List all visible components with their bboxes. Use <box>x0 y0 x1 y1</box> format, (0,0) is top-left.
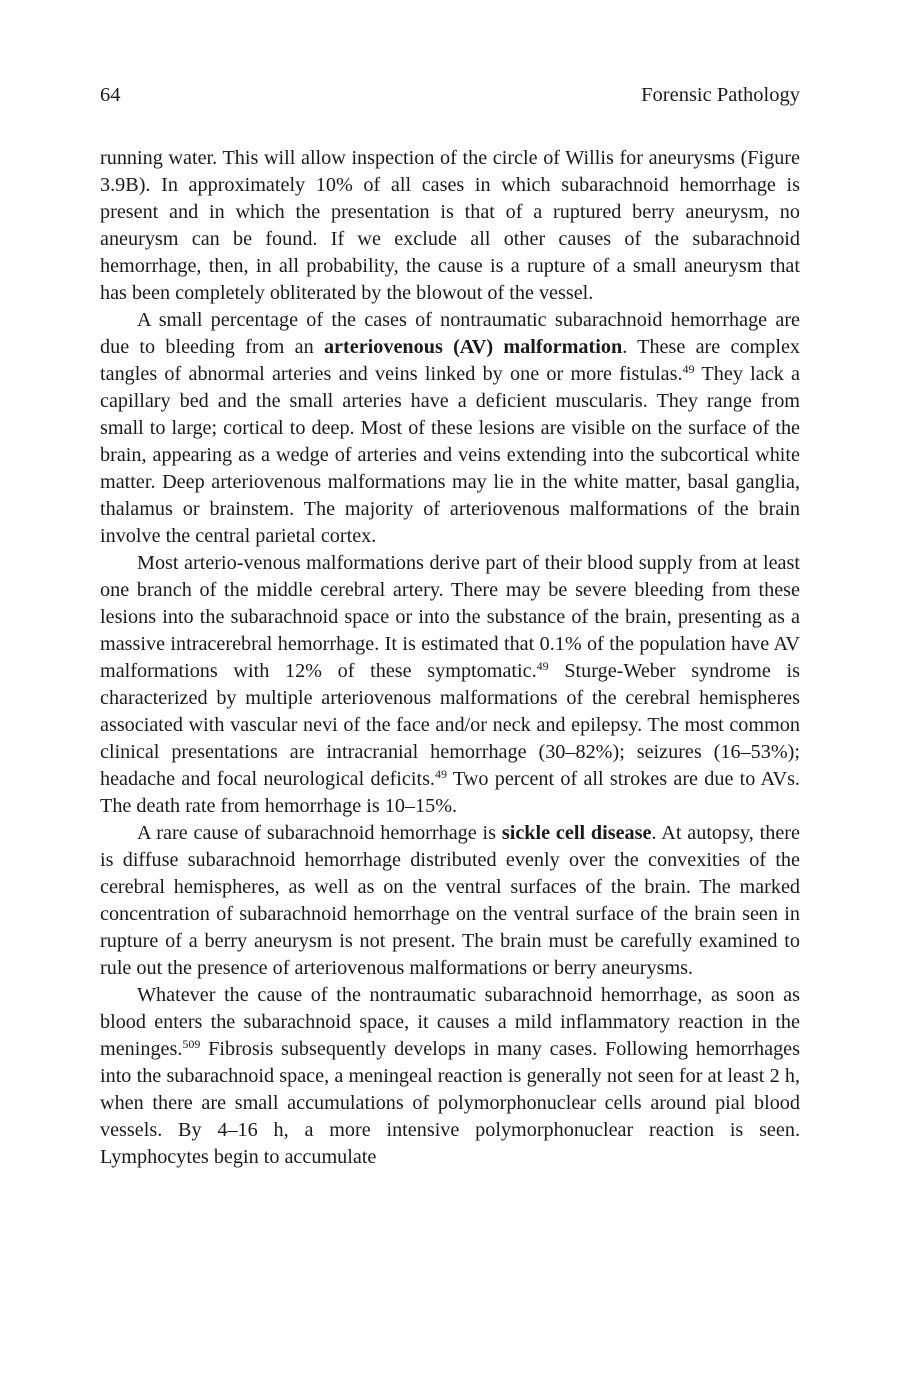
paragraph-sickle-cell: A rare cause of subarachnoid hemorrhage is sickle cell disease. At autopsy, there is diffuse subarachnoid hemorrhage distributed evenly over the convexities of the cerebral hemispheres, as well as on the ventral surfaces of the brain. The marked concentration of subarachnoid hemorrhage on the ventral surface of the brain seen in rupture of a berry aneurysm is not present. The brain must be carefully examined to rule out the presence of arteriovenous malformations or berry aneurysms. <box>100 822 800 979</box>
paragraph-blood-supply: Most arterio-venous malformations derive part of their blood supply from at least one branch of the middle cerebral artery. There may be severe bleeding from these lesions into the subarachnoid space or into the substance of the brain, presenting as a massive intracerebral hemorrhage. It is estimated that 0.1% of the population have AV malformations with 12% of these symptomatic.$^{49}$ Sturge-Weber syndrome is characterized by multiple arteriovenous malformations of the cerebral hemispheres associated with vascular nevi of the face and/or neck and epilepsy. The most common clinical presentations are intracranial hemorrhage (30–82%); seizures (16–53%); headache and focal neurological deficits.$^{49}$ Two percent of all strokes are due to AVs. The death rate from hemorrhage is 10–15%. <box>100 552 800 817</box>
citation-ref: 509 <box>182 1037 201 1051</box>
body-text <box>100 145 800 1171</box>
running-title: Forensic Pathology <box>641 84 800 106</box>
citation-ref: 49 <box>682 362 695 376</box>
paragraph-meningeal-reaction: Whatever the cause of the nontraumatic subarachnoid hemorrhage, as soon as blood enters the subarachnoid space, it causes a mild inflammatory reaction in the meninges.$^{509}$ Fibrosis subsequently develops in many cases. Following hemorrhages into the subarachnoid space, a meningeal reaction is generally not seen for at least 2 h, when there are small accumulations of polymorphonuclear cells around pial blood vessels. By 4–16 h, a more intensive polymorphonuclear reaction is seen. Lymphocytes begin to accumulate <box>100 984 800 1168</box>
page-number: 64 <box>100 84 121 106</box>
citation-ref: 49 <box>434 767 447 781</box>
term-sickle-cell-disease: sickle cell disease <box>501 822 652 844</box>
term-arteriovenous-malformation: arteriovenous (AV) malformation <box>323 336 623 358</box>
paragraph-av-malformation: A small percentage of the cases of nontraumatic subarachnoid hemorrhage are due to bleeding from an arteriovenous (AV) malformation. These are complex tangles of abnormal arteries and veins linked by one or more fistulas.$^{49}$ They lack a capillary bed and the small arteries have a deficient muscularis. They range from small to large; cortical to deep. Most of these lesions are visible on the surface of the brain, appearing as a wedge of arteries and veins extending into the subcortical white matter. Deep arteriovenous malformations may lie in the white matter, basal ganglia, thalamus or brainstem. The majority of arteriovenous malformations of the brain involve the central parietal cortex. <box>100 309 800 547</box>
paragraph-circle-of-willis: running water. This will allow inspection of the circle of Willis for aneurysms (Figure 3.9B). In approximately 10% of all cases in which subarachnoid hemorrhage is present and in which the presentation is that of a ruptured berry aneurysm, no aneurysm can be found. If we exclude all other causes of the subarachnoid hemorrhage, then, in all probability, the cause is a rupture of a small aneurysm that has been completely obliterated by the blowout of the vessel. <box>100 147 800 304</box>
citation-ref: 49 <box>536 659 549 673</box>
running-head <box>100 80 800 110</box>
